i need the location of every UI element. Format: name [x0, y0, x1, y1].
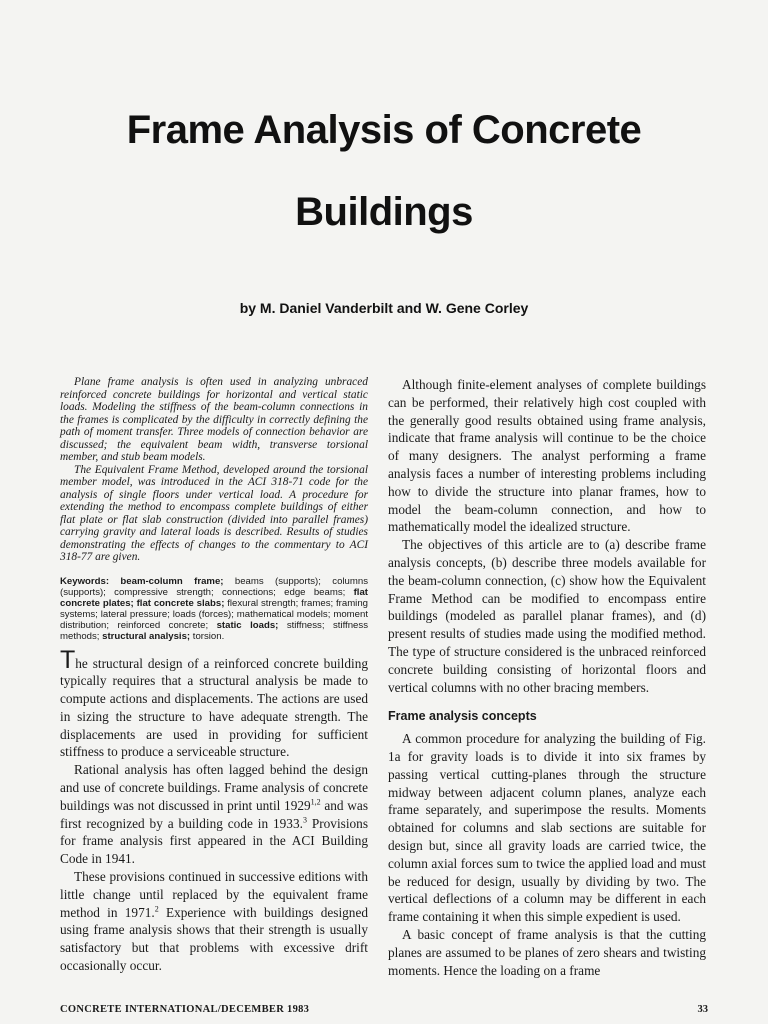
- keywords-label: Keywords:: [60, 575, 110, 587]
- abstract-paragraph-2: The Equivalent Frame Method, developed around the torsional member model, was introduced in the ACI 318-71 code for the analysis of single floors under vertical load. A procedure for extending the method to encompass complete buildings of either flat plate or flat slab construction (divided into parallel frames) carrying gravity and lateral loads is described. Results of studies demonstrating the effects of changes to the commentary to ACI 318-77 are given.: [60, 463, 368, 563]
- body-paragraph-3: These provisions continued in successive editions with little change until replaced by the equivalent frame method in 1971.$^2$ Experience with buildings designed using frame analysis shows that their strength is usually satisfactory but that problems with excessive drift occasionally occur.: [60, 869, 369, 974]
- body-paragraph-1: The structural design of a reinforced concrete building typically requires that a structural analysis be made to compute actions and displacements. The actions are used in sizing the structure to have adequate strength. The displacements are used in providing for sufficient stiffness to produce a serviceable structure.: [60, 645, 368, 760]
- article-title-line-2: Buildings: [295, 190, 473, 234]
- left-body-text: [60, 645, 369, 975]
- keyword-term: flexural strength; frames; framing systems; lateral pressure; loads (forces); mathematical models; moment distribution; reinforced concrete;: [60, 597, 368, 631]
- keywords: [60, 576, 368, 642]
- article-title-line-1: Frame Analysis of Concrete: [126, 108, 642, 152]
- keyword-term: structural analysis;: [102, 630, 191, 642]
- body-paragraph-5: The objectives of this article are to (a) describe frame analysis concepts, (b) describe three models available for the beam-column connection, (c) show how the Equivalent Frame Method can be modified to encompass entire buildings (modeled as parallel planar frames), and (d) present results of studies made using the modified method. The type of structure considered is the unbraced reinforced concrete building consisting of horizontal floors and vertical columns with no other bracing members.: [388, 537, 706, 695]
- body-paragraph-7: A basic concept of frame analysis is that the cutting planes are assumed to be planes of zero shears and twisting moments. Hence the loading on a frame: [388, 926, 706, 978]
- citation: 1,2: [310, 797, 321, 807]
- byline: by M. Daniel Vanderbilt and W. Gene Corley: [239, 300, 529, 316]
- section-heading: Frame analysis concepts: [388, 709, 537, 724]
- keyword-term: beam-column frame;: [120, 575, 224, 587]
- right-body-text: [388, 376, 706, 979]
- keyword-term: torsion.: [190, 630, 225, 642]
- body-paragraph-2: Rational analysis has often lagged behind the design and use of concrete buildings. Frame analysis of concrete buildings was not discussed in print until 1929$^{1,2}$ and was first recognized by a building code in 1933.$^3$ Provisions for frame analysis first appeared in the ACI Building Code in 1941.: [60, 762, 368, 867]
- drop-cap: T: [60, 645, 76, 674]
- keyword-term: flat concrete plates; flat concrete slabs;: [60, 586, 368, 609]
- abstract-paragraph-1: Plane frame analysis is often used in analyzing unbraced reinforced concrete buildings for horizontal and vertical static loads. Modeling the stiffness of the beam-column connections in the frames is complicated by the difficulty in correctly defining the path of moment transfer. Three models of connection behavior are discussed; the equivalent beam width, transverse torsional member, and stub beam models.: [60, 376, 368, 463]
- citation: 3: [302, 815, 307, 825]
- abstract: [60, 376, 368, 564]
- keyword-term: static loads;: [216, 619, 279, 631]
- keyword-term: stiffness; stiffness methods;: [60, 619, 368, 642]
- keyword-term: beams (supports); columns (supports); compressive strength; connections; edge beams;: [60, 575, 368, 598]
- body-paragraph-4: Although finite-element analyses of complete buildings can be performed, their relatively high cost coupled with the generally good results obtained using frame analysis, indicate that frame analysis will continue to be the choice of many designers. The analyst performing a frame analysis faces a number of interesting problems including how to divide the structure into planar frames, how to model the beam-column connection, and how to mathematically model the idealized structure.: [388, 377, 706, 535]
- left-column: [60, 376, 368, 975]
- citation: 2: [154, 904, 159, 914]
- page-number: 33: [697, 1004, 708, 1015]
- body-paragraph-6: A common procedure for analyzing the building of Fig. 1a for gravity loads is to divide it into six frames by passing vertical cutting-planes through the structure midway between adjacent column planes, analyze each frame separately, and superimpose the results. Moments obtained for columns and slab sections are suitable for design but, since all gravity loads are carried twice, the column axial forces sum to twice the applied load and must be reduced for design, usually by dividing by two. The vertical deflections of a column may be different in each frame containing it when this simple expedient is used.: [388, 731, 706, 925]
- journal-footer: CONCRETE INTERNATIONAL/DECEMBER 1983: [60, 1004, 310, 1015]
- right-column: [388, 376, 706, 979]
